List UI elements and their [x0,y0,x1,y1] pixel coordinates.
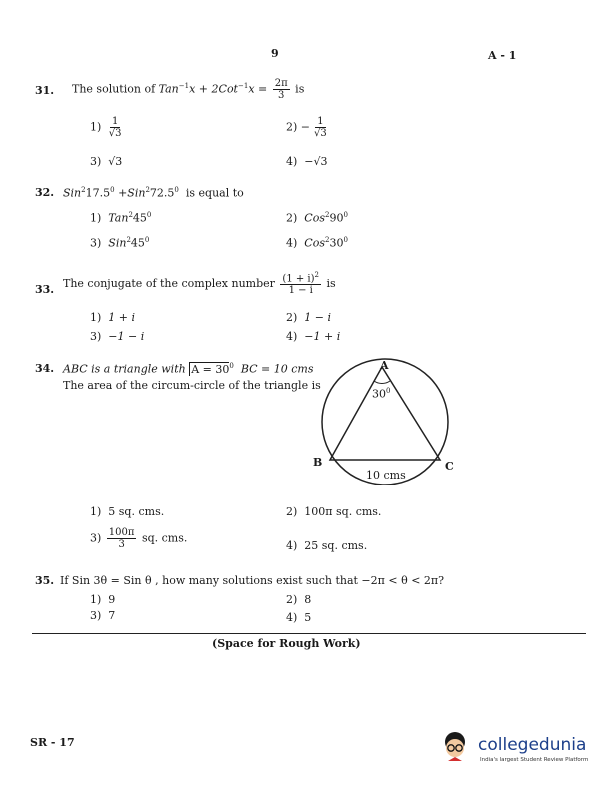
footer-code: SR - 17 [30,736,75,749]
figure-label-c: C [445,460,454,473]
circumcircle [322,359,448,485]
divider-rule [32,633,586,634]
question-35-text: If Sin 3θ = Sin θ , how many solutions exist such that −2π < θ < 2π? [60,574,445,587]
question-32-text: $Sin^217.5^0 +Sin^272.5^0$ is equal to [63,186,244,200]
q35-option-2: 2) 8 [286,593,312,606]
question-31-number: 31. [35,84,55,97]
brand-tagline: India's largest Student Review Platform [480,757,589,763]
question-32-number: 32. [35,186,55,199]
q34-option-1: 1) 5 sq. cms. [90,505,165,518]
rough-work-label: (Space for Rough Work) [212,637,361,650]
mascot-icon [438,728,474,766]
q31-option-2: 2) − $\frac{1}{√3}$ [286,116,327,139]
q32-option-3: 3) $Sin^245^0$ [90,236,150,250]
q32-option-2: 2) $Cos^290^0$ [286,211,348,225]
q31-option-3: 3) √3 [90,155,123,168]
q35-option-4: 4) 5 [286,611,312,624]
q34-option-3: 3) $\frac{100\pi}{3}$ sq. cms. [90,527,188,550]
q33-option-2: 2) 1 − i [286,311,332,324]
q33-option-3: 3) −1 − i [90,330,145,343]
figure-angle-label: $30^0$ [372,387,391,401]
paper-code: A - 1 [488,49,517,62]
q31-option-4: 4) −√3 [286,155,328,168]
question-31-text: The solution of Tan$^{-1}$x + 2Cot$^{-1}$x = $\frac{2\pi}{3}$ is [72,78,305,101]
question-34-number: 34. [35,362,55,375]
q33-option-1: 1) 1 + i [90,311,136,324]
question-34-line-1: ABC is a triangle with $A = 30^0$ BC = 10 cms [63,362,314,376]
page-number: 9 [271,47,279,60]
q35-option-1: 1) 9 [90,593,116,606]
collegedunia-logo [438,724,588,774]
q33-option-4: 4) −1 + i [286,330,341,343]
question-34-line-2: The area of the circum-circle of the triangle is [63,379,321,392]
q35-option-3: 3) 7 [90,609,116,622]
question-35-number: 35. [35,574,55,587]
brand-name: collegedunia [478,735,587,755]
q34-option-2: 2) 100π sq. cms. [286,505,382,518]
triangle-abc [330,367,440,460]
q32-option-4: 4) $Cos^230^0$ [286,236,348,250]
angle-arc [374,381,390,384]
q34-option-4: 4) 25 sq. cms. [286,539,368,552]
question-33-number: 33. [35,283,55,296]
figure-label-b: B [313,456,323,469]
q31-option-1: 1) $\frac{1}{√3}$ [90,116,122,139]
figure-label-a: A [380,359,389,372]
figure-side-label: 10 cms [366,469,406,482]
question-33-text: The conjugate of the complex number $\frac{(1 + i)^2}{1 - i}$ is [63,271,336,297]
q32-option-1: 1) $Tan^245^0$ [90,211,152,225]
